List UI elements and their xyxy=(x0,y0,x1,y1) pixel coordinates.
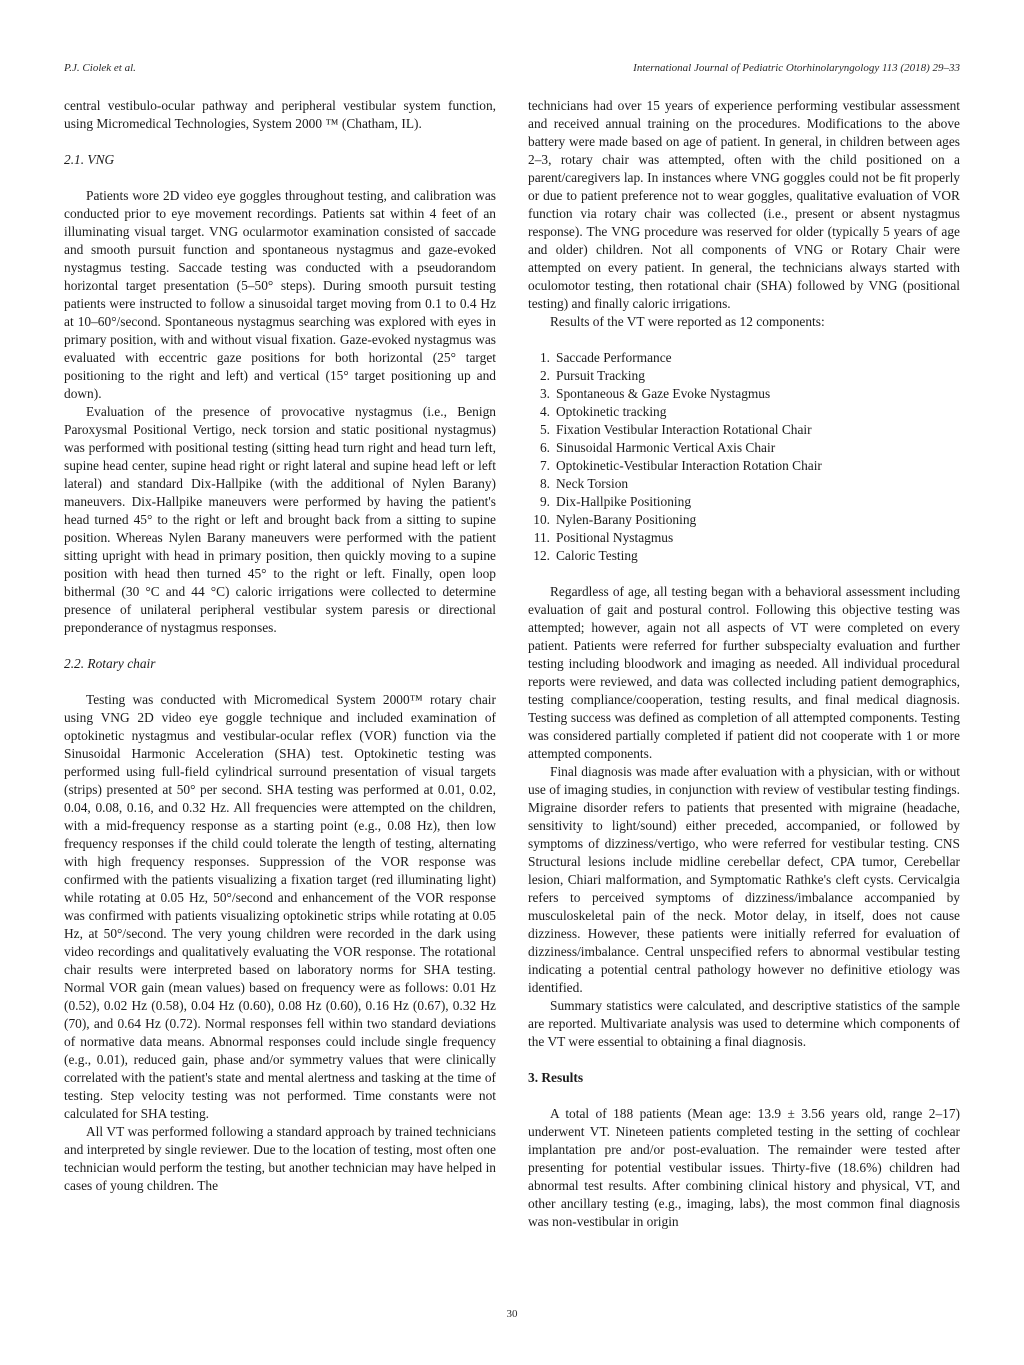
list-number: 8. xyxy=(539,476,550,491)
list-label: Sinusoidal Harmonic Vertical Axis Chair xyxy=(556,440,776,455)
paragraph-rotary-2: All VT was performed following a standard approach by trained technicians and interpreted by single reviewer. Due to the location of testing, most often one technician would perform the testing, but another technician may have helped in cases of young children. The xyxy=(64,1124,496,1193)
list-number: 1. xyxy=(539,350,550,365)
list-label: Positional Nystagmus xyxy=(556,530,674,545)
list-number: 12. xyxy=(533,548,550,563)
list-number: 2. xyxy=(539,368,550,383)
paragraph-vng-2: Evaluation of the presence of provocative nystagmus (i.e., Benign Paroxysmal Positional Vertigo, neck torsion and static positional nystagmus) was performed with positional testing (sitting head turn right and head turn left, supine head center, supine head right or right lateral and supine head left or left lateral) and standard Dix-Hallpike (with the additional of Nylen Barany) maneuvers. Dix-Hallpike maneuvers were performed by having the patient's head turned 45° to the right or left and brought back from a sitting to supine position. Whereas Nylen Barany maneuvers were performed with the patient sitting upright with head in primary position, then quickly moving to a supine position with head then turned 45° to the right or left. Finally, open loop bithermal (30 °C and 44 °C) caloric irrigations were collected to determine presence of unilateral peripheral vestibular system paresis or directional preponderance of nystagmus responses. xyxy=(64,404,496,635)
intro-paragraph: central vestibulo-ocular pathway and peripheral vestibular system function, using Micromedical Technologies, System 2000 ™ (Chatham, IL). xyxy=(64,98,496,131)
list-label: Caloric Testing xyxy=(556,548,638,563)
right-column xyxy=(528,97,960,1231)
section-heading-rotary-chair: 2.2. Rotary chair xyxy=(64,656,156,671)
paragraph-vng-1: Patients wore 2D video eye goggles throughout testing, and calibration was conducted prior to eye movement recordings. Patients sat within 4 feet of an illuminating visual target. VNG ocularmotor examination consisted of saccade and smooth pursuit function and spontaneous nystagmus and gaze-evoked nystagmus testing. Saccade testing was conducted with a pseudorandom horizontal target presentation (5–50° steps). During smooth pursuit testing patients were instructed to follow a sinusoidal target moving from 0.1 to 0.4 Hz at 10–60°/second. Spontaneous nystagmus searching was explored with eyes in primary position, with and without visual fixation. Gaze-evoked nystagmus was evaluated with eccentric gaze positions for both horizontal (25° target positioning to the right and left) and vertical (15° target positioning up and down). xyxy=(64,188,496,401)
list-item xyxy=(528,475,960,493)
list-label: Dix-Hallpike Positioning xyxy=(556,494,692,509)
list-number: 10. xyxy=(533,512,550,527)
list-number: 11. xyxy=(533,530,550,545)
list-item xyxy=(528,529,960,547)
list-label: Nylen-Barany Positioning xyxy=(556,512,697,527)
list-number: 3. xyxy=(539,386,550,401)
list-number: 5. xyxy=(539,422,550,437)
list-item xyxy=(528,349,960,367)
list-item xyxy=(528,367,960,385)
paragraph-summary-statistics: Summary statistics were calculated, and descriptive statistics of the sample are reported. Multivariate analysis was used to determine which components of the VT were essential to obtaining a final diagnosis. xyxy=(528,998,960,1049)
list-label: Neck Torsion xyxy=(556,476,629,491)
list-item xyxy=(528,385,960,403)
list-item xyxy=(528,493,960,511)
running-head-journal: International Journal of Pediatric Otorhinolaryngology 113 (2018) 29–33 xyxy=(633,62,960,74)
section-heading-results: 3. Results xyxy=(528,1070,584,1085)
paragraph-final-diagnosis: Final diagnosis was made after evaluation with a physician, with or without use of imaging studies, in conjunction with review of vestibular testing findings. Migraine disorder refers to patients that presented with migraine (headache, sensitivity to light/sound) either preceded, accompanied, or followed by symptoms of dizziness/vertigo, who were referred for vestibular testing. CNS Structural lesions include midline cerebellar defect, CPA tumor, Cerebellar lesion, Chiari malformation, and Symptomatic Rathke's cleft cysts. Cervicalgia refers to perceived symptoms of dizziness/imbalance accompanied by musculoskeletal pain of the neck. Motor delay, in itself, does not cause dizziness. However, these patients were initially referred for evaluation of dizziness/imbalance. Central unspecified refers to abnormal vestibular testing indicating a potential central pathology however no definitive etiology was identified. xyxy=(528,764,960,995)
list-label: Saccade Performance xyxy=(556,350,672,365)
list-label: Fixation Vestibular Interaction Rotational Chair xyxy=(556,422,812,437)
running-head-authors: P.J. Ciolek et al. xyxy=(64,62,136,74)
list-item xyxy=(528,511,960,529)
list-number: 4. xyxy=(539,404,550,419)
list-label: Spontaneous & Gaze Evoke Nystagmus xyxy=(556,386,771,401)
list-item xyxy=(528,547,960,565)
list-label: Optokinetic-Vestibular Interaction Rotation Chair xyxy=(556,458,822,473)
section-heading-vng: 2.1. VNG xyxy=(64,152,115,167)
paragraph-results: A total of 188 patients (Mean age: 13.9 ± 3.56 years old, range 2–17) underwent VT. Nineteen patients completed testing in the setting of cochlear implantation pre and/or post-evaluation. The remainder were tested after presenting for potential vestibular issues. Thirty-five (18.6%) children had abnormal test results. After combining clinical history and physical, VT, and other ancillary testing (e.g., imaging, labs), the most common final diagnosis was non-vestibular in origin xyxy=(528,1106,960,1229)
running-head xyxy=(64,62,960,74)
paragraph-results-intro: Results of the VT were reported as 12 components: xyxy=(550,314,825,329)
paragraph-technicians: technicians had over 15 years of experience performing vestibular assessment and received annual training on the procedures. Modifications to the above battery were made based on age of patient. In general, in children between ages 2–3, rotary chair was attempted, often with the child positioned on a parent/caregivers lap. In instances where VNG goggles could not be fit properly or due to patient preference not to wear goggles, qualitative evaluation of VOR function via rotary chair was collected (i.e., present or absent nystagmus response). The VNG procedure was reserved for older (typically 5 years of age and older) children. Not all components of VNG or Rotary Chair were attempted on every patient. In general, the technicians always started with oculomotor testing, then rotational chair (SHA) followed by VNG (positional testing) and finally caloric irrigations. xyxy=(528,98,960,311)
left-column xyxy=(64,97,496,1195)
list-label: Pursuit Tracking xyxy=(556,368,645,383)
list-item xyxy=(528,421,960,439)
list-label: Optokinetic tracking xyxy=(556,404,667,419)
page-number: 30 xyxy=(506,1308,518,1320)
list-item xyxy=(528,439,960,457)
list-number: 9. xyxy=(539,494,550,509)
component-list xyxy=(528,349,960,565)
list-item xyxy=(528,403,960,421)
list-item xyxy=(528,457,960,475)
list-number: 7. xyxy=(539,458,550,473)
paragraph-regardless-of-age: Regardless of age, all testing began with a behavioral assessment including evaluation of gait and postural control. Following this objective testing was attempted; however, again not all aspects of VT were completed on every patient. Patients were referred for further subspecialty evaluation and further testing including bloodwork and imaging as needed. All individual procedural reports were reviewed, and data was collected including patient demographics, testing compliance/cooperation, testing results, and final medical diagnosis. Testing success was defined as completion of all attempted components. Testing was considered partially completed if patient did not cooperate with 1 or more attempted components. xyxy=(528,584,960,761)
paragraph-rotary-1: Testing was conducted with Micromedical System 2000™ rotary chair using VNG 2D video eye goggle technique and included examination of optokinetic nystagmus and vestibular-ocular reflex (VOR) function via the Sinusoidal Harmonic Acceleration (SHA) test. Optokinetic testing was performed using full-field cylindrical surround presentation of visual targets (strips) presented at 50° per second. SHA testing was performed at 0.01, 0.02, 0.04, 0.08, 0.16, and 0.32 Hz. All frequencies were attempted on the children, with a mid-frequency response as a starting point (e.g., 0.08 Hz), then low frequency responses if the child could tolerate the length of testing, alternating with high frequency responses. Suppression of the VOR response was confirmed with the patients visualizing a fixation target (red illuminating light) while rotating at 0.05 Hz, 50°/second and enhancement of the VOR response was confirmed with patients visualizing optokinetic strips while rotating at 0.05 Hz, at 50°/second. The very young children were recorded in the dark using video recordings and qualitatively evaluating the VOR response. The rotational chair results were interpreted based on laboratory norms for SHA testing. Normal VOR gain (mean values) based on frequency were as follows: 0.01 Hz (0.52), 0.02 Hz (0.58), 0.04 Hz (0.60), 0.08 Hz (0.60), 0.16 Hz (0.67), 0.32 Hz (70), and 0.64 Hz (0.72). Normal responses fell within two standard deviations of normative data means. Abnormal responses could include single frequency (e.g., 0.01), reduced gain, phase and/or symmetry values that were clinically correlated with the patient's state and mental alertness and tasking at the time of testing. Step velocity testing was not performed. Time constants were not calculated for SHA testing. xyxy=(64,692,496,1121)
list-number: 6. xyxy=(539,440,550,455)
